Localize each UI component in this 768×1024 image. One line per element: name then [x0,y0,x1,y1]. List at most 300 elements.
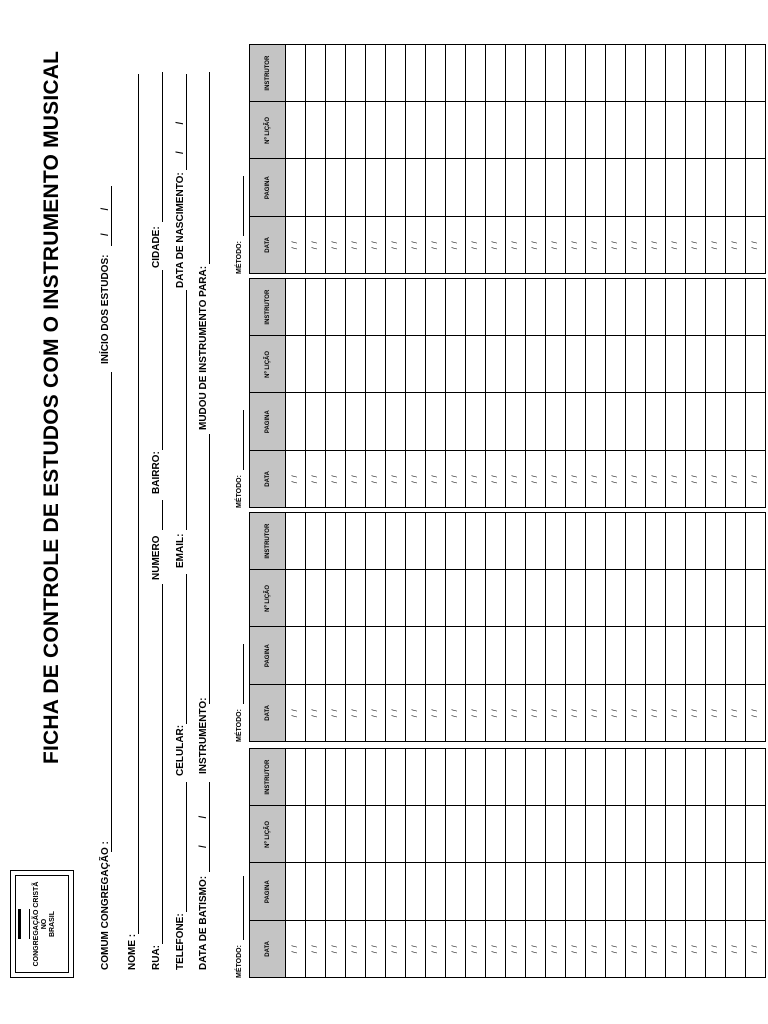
cell-licao[interactable] [306,102,326,159]
cell-instrutor[interactable] [686,279,706,336]
cell-data[interactable]: / / [686,216,706,273]
cell-data[interactable]: / / [606,684,626,741]
cell-licao[interactable] [746,336,766,393]
cell-instrutor[interactable] [326,513,346,570]
cell-data[interactable]: / / [506,684,526,741]
cell-licao[interactable] [586,570,606,627]
cell-data[interactable]: / / [626,450,646,507]
cell-instrutor[interactable] [626,749,646,806]
cell-data[interactable]: / / [626,216,646,273]
cell-licao[interactable] [466,336,486,393]
cell-licao[interactable] [386,570,406,627]
cell-licao[interactable] [286,570,306,627]
cell-pagina[interactable] [506,627,526,684]
cell-data[interactable]: / / [566,684,586,741]
cell-pagina[interactable] [546,159,566,216]
cell-instrutor[interactable] [586,749,606,806]
cell-pagina[interactable] [586,393,606,450]
cell-pagina[interactable] [506,863,526,920]
cell-instrutor[interactable] [546,749,566,806]
cell-licao[interactable] [686,102,706,159]
cell-data[interactable]: / / [426,450,446,507]
cell-pagina[interactable] [566,159,586,216]
cell-instrutor[interactable] [726,279,746,336]
cell-pagina[interactable] [546,863,566,920]
cell-instrutor[interactable] [686,749,706,806]
cell-data[interactable]: / / [326,684,346,741]
cell-pagina[interactable] [646,627,666,684]
cell-pagina[interactable] [286,863,306,920]
cell-pagina[interactable] [746,159,766,216]
cell-pagina[interactable] [666,159,686,216]
cell-data[interactable]: / / [566,216,586,273]
cell-licao[interactable] [306,806,326,863]
cell-data[interactable]: / / [526,450,546,507]
cell-licao[interactable] [646,570,666,627]
cell-instrutor[interactable] [466,279,486,336]
cell-instrutor[interactable] [606,45,626,102]
cell-data[interactable]: / / [446,684,466,741]
cell-instrutor[interactable] [626,279,646,336]
cell-instrutor[interactable] [366,513,386,570]
cell-data[interactable]: / / [546,920,566,977]
cell-instrutor[interactable] [366,279,386,336]
cell-licao[interactable] [646,102,666,159]
cell-instrutor[interactable] [406,45,426,102]
cell-instrutor[interactable] [366,45,386,102]
cell-data[interactable]: / / [586,450,606,507]
cell-licao[interactable] [346,570,366,627]
cell-instrutor[interactable] [646,513,666,570]
cell-instrutor[interactable] [426,749,446,806]
cell-pagina[interactable] [486,863,506,920]
cell-licao[interactable] [686,806,706,863]
cell-licao[interactable] [586,806,606,863]
cell-instrutor[interactable] [446,513,466,570]
cell-instrutor[interactable] [286,45,306,102]
cell-instrutor[interactable] [686,513,706,570]
cell-data[interactable]: / / [346,684,366,741]
cell-data[interactable]: / / [666,920,686,977]
cell-data[interactable]: / / [466,450,486,507]
cell-data[interactable]: / / [706,684,726,741]
cell-pagina[interactable] [466,393,486,450]
cell-data[interactable]: / / [366,920,386,977]
cell-instrutor[interactable] [706,279,726,336]
cell-data[interactable]: / / [726,684,746,741]
cell-data[interactable]: / / [526,684,546,741]
cell-pagina[interactable] [586,159,606,216]
cell-instrutor[interactable] [326,45,346,102]
cell-pagina[interactable] [606,863,626,920]
cell-licao[interactable] [506,336,526,393]
cell-data[interactable]: / / [586,920,606,977]
cell-instrutor[interactable] [386,749,406,806]
cell-data[interactable]: / / [606,450,626,507]
cell-data[interactable]: / / [646,684,666,741]
cell-instrutor[interactable] [366,749,386,806]
cell-licao[interactable] [566,806,586,863]
cell-pagina[interactable] [566,863,586,920]
cell-pagina[interactable] [346,159,366,216]
cell-pagina[interactable] [506,393,526,450]
cell-pagina[interactable] [386,393,406,450]
cell-instrutor[interactable] [466,45,486,102]
cell-licao[interactable] [326,570,346,627]
cell-pagina[interactable] [306,159,326,216]
cell-instrutor[interactable] [526,45,546,102]
cell-licao[interactable] [426,102,446,159]
cell-pagina[interactable] [426,393,446,450]
cell-instrutor[interactable] [466,513,486,570]
cell-data[interactable]: / / [686,684,706,741]
cell-data[interactable]: / / [386,684,406,741]
cell-data[interactable]: / / [646,450,666,507]
cell-licao[interactable] [606,336,626,393]
cell-licao[interactable] [346,102,366,159]
cell-pagina[interactable] [746,627,766,684]
cell-licao[interactable] [666,806,686,863]
cell-pagina[interactable] [526,863,546,920]
cell-pagina[interactable] [726,627,746,684]
cell-instrutor[interactable] [586,513,606,570]
cell-data[interactable]: / / [566,450,586,507]
cell-licao[interactable] [606,102,626,159]
cell-licao[interactable] [466,102,486,159]
cell-pagina[interactable] [546,393,566,450]
cell-pagina[interactable] [666,393,686,450]
cell-pagina[interactable] [726,159,746,216]
cell-licao[interactable] [746,570,766,627]
cell-data[interactable]: / / [446,216,466,273]
cell-licao[interactable] [606,806,626,863]
cell-licao[interactable] [486,336,506,393]
cell-licao[interactable] [386,336,406,393]
cell-instrutor[interactable] [666,749,686,806]
cell-pagina[interactable] [626,863,646,920]
cell-instrutor[interactable] [706,45,726,102]
cell-instrutor[interactable] [506,513,526,570]
cell-data[interactable]: / / [366,684,386,741]
cell-instrutor[interactable] [446,749,466,806]
cell-pagina[interactable] [286,393,306,450]
cell-data[interactable]: / / [306,216,326,273]
cell-pagina[interactable] [666,627,686,684]
cell-pagina[interactable] [706,393,726,450]
cell-pagina[interactable] [426,863,446,920]
cell-instrutor[interactable] [326,279,346,336]
cell-instrutor[interactable] [406,279,426,336]
cell-licao[interactable] [346,336,366,393]
cell-pagina[interactable] [366,863,386,920]
cell-instrutor[interactable] [746,279,766,336]
cell-licao[interactable] [406,102,426,159]
cell-data[interactable]: / / [726,920,746,977]
cell-instrutor[interactable] [306,749,326,806]
cell-instrutor[interactable] [546,279,566,336]
cell-pagina[interactable] [466,159,486,216]
cell-licao[interactable] [486,102,506,159]
cell-instrutor[interactable] [726,513,746,570]
cell-licao[interactable] [686,336,706,393]
cell-licao[interactable] [526,806,546,863]
cell-licao[interactable] [486,570,506,627]
cell-data[interactable]: / / [586,684,606,741]
cell-instrutor[interactable] [606,513,626,570]
cell-pagina[interactable] [706,627,726,684]
cell-data[interactable]: / / [666,216,686,273]
cell-instrutor[interactable] [426,45,446,102]
cell-instrutor[interactable] [446,45,466,102]
cell-data[interactable]: / / [566,920,586,977]
cell-instrutor[interactable] [506,749,526,806]
cell-pagina[interactable] [586,627,606,684]
cell-instrutor[interactable] [386,45,406,102]
cell-licao[interactable] [726,570,746,627]
cell-instrutor[interactable] [526,513,546,570]
cell-licao[interactable] [446,570,466,627]
cell-instrutor[interactable] [306,513,326,570]
cell-licao[interactable] [366,336,386,393]
cell-data[interactable]: / / [506,920,526,977]
cell-instrutor[interactable] [386,513,406,570]
cell-pagina[interactable] [706,159,726,216]
cell-instrutor[interactable] [586,279,606,336]
cell-data[interactable]: / / [526,920,546,977]
cell-data[interactable]: / / [726,216,746,273]
cell-licao[interactable] [426,336,446,393]
cell-instrutor[interactable] [526,279,546,336]
cell-data[interactable]: / / [306,450,326,507]
cell-pagina[interactable] [526,393,546,450]
cell-licao[interactable] [426,806,446,863]
cell-data[interactable]: / / [646,216,666,273]
cell-data[interactable]: / / [346,450,366,507]
cell-instrutor[interactable] [526,749,546,806]
cell-pagina[interactable] [386,863,406,920]
cell-licao[interactable] [346,806,366,863]
cell-licao[interactable] [666,102,686,159]
cell-licao[interactable] [446,336,466,393]
cell-licao[interactable] [666,570,686,627]
cell-data[interactable]: / / [526,216,546,273]
cell-licao[interactable] [706,806,726,863]
cell-pagina[interactable] [626,393,646,450]
cell-instrutor[interactable] [506,45,526,102]
cell-pagina[interactable] [366,159,386,216]
cell-data[interactable]: / / [746,216,766,273]
cell-instrutor[interactable] [746,749,766,806]
cell-instrutor[interactable] [686,45,706,102]
cell-licao[interactable] [646,806,666,863]
cell-pagina[interactable] [306,393,326,450]
cell-licao[interactable] [466,806,486,863]
cell-instrutor[interactable] [486,513,506,570]
cell-data[interactable]: / / [486,216,506,273]
cell-instrutor[interactable] [326,749,346,806]
cell-instrutor[interactable] [486,749,506,806]
cell-instrutor[interactable] [306,279,326,336]
cell-instrutor[interactable] [566,45,586,102]
cell-pagina[interactable] [546,627,566,684]
cell-licao[interactable] [446,102,466,159]
cell-pagina[interactable] [606,627,626,684]
cell-instrutor[interactable] [386,279,406,336]
cell-instrutor[interactable] [486,279,506,336]
cell-pagina[interactable] [326,627,346,684]
cell-pagina[interactable] [686,159,706,216]
cell-pagina[interactable] [406,159,426,216]
cell-instrutor[interactable] [346,749,366,806]
cell-instrutor[interactable] [606,749,626,806]
cell-pagina[interactable] [366,393,386,450]
cell-data[interactable]: / / [366,450,386,507]
cell-data[interactable]: / / [606,216,626,273]
cell-licao[interactable] [286,336,306,393]
cell-licao[interactable] [606,570,626,627]
cell-licao[interactable] [286,102,306,159]
cell-pagina[interactable] [286,159,306,216]
cell-pagina[interactable] [306,863,326,920]
cell-licao[interactable] [326,336,346,393]
cell-instrutor[interactable] [306,45,326,102]
cell-data[interactable]: / / [706,450,726,507]
cell-licao[interactable] [526,336,546,393]
cell-licao[interactable] [366,570,386,627]
cell-licao[interactable] [706,102,726,159]
cell-pagina[interactable] [586,863,606,920]
cell-licao[interactable] [426,570,446,627]
cell-licao[interactable] [726,806,746,863]
cell-data[interactable]: / / [426,920,446,977]
cell-licao[interactable] [546,570,566,627]
cell-data[interactable]: / / [706,216,726,273]
cell-instrutor[interactable] [446,279,466,336]
cell-instrutor[interactable] [406,513,426,570]
cell-instrutor[interactable] [426,513,446,570]
cell-data[interactable]: / / [326,216,346,273]
cell-pagina[interactable] [346,393,366,450]
cell-instrutor[interactable] [346,45,366,102]
cell-data[interactable]: / / [546,450,566,507]
cell-data[interactable]: / / [626,920,646,977]
cell-pagina[interactable] [646,393,666,450]
cell-licao[interactable] [546,102,566,159]
cell-pagina[interactable] [606,393,626,450]
cell-data[interactable]: / / [486,920,506,977]
cell-data[interactable]: / / [386,450,406,507]
cell-instrutor[interactable] [646,45,666,102]
cell-data[interactable]: / / [286,920,306,977]
cell-pagina[interactable] [346,863,366,920]
cell-instrutor[interactable] [286,749,306,806]
cell-data[interactable]: / / [706,920,726,977]
cell-pagina[interactable] [726,863,746,920]
cell-instrutor[interactable] [286,513,306,570]
cell-data[interactable]: / / [486,450,506,507]
cell-data[interactable]: / / [326,450,346,507]
cell-licao[interactable] [326,806,346,863]
cell-data[interactable]: / / [726,450,746,507]
cell-licao[interactable] [526,102,546,159]
cell-data[interactable]: / / [506,450,526,507]
cell-licao[interactable] [726,102,746,159]
cell-licao[interactable] [566,336,586,393]
cell-pagina[interactable] [346,627,366,684]
cell-licao[interactable] [306,336,326,393]
cell-licao[interactable] [566,102,586,159]
cell-pagina[interactable] [686,627,706,684]
cell-licao[interactable] [466,570,486,627]
cell-pagina[interactable] [326,863,346,920]
cell-data[interactable]: / / [606,920,626,977]
cell-licao[interactable] [286,806,306,863]
cell-pagina[interactable] [746,863,766,920]
cell-licao[interactable] [526,570,546,627]
cell-pagina[interactable] [366,627,386,684]
cell-data[interactable]: / / [366,216,386,273]
cell-instrutor[interactable] [726,749,746,806]
cell-licao[interactable] [386,102,406,159]
cell-licao[interactable] [586,336,606,393]
cell-data[interactable]: / / [646,920,666,977]
cell-pagina[interactable] [746,393,766,450]
cell-pagina[interactable] [326,159,346,216]
cell-data[interactable]: / / [406,450,426,507]
cell-instrutor[interactable] [626,513,646,570]
cell-data[interactable]: / / [426,216,446,273]
cell-data[interactable]: / / [546,684,566,741]
cell-instrutor[interactable] [566,279,586,336]
cell-pagina[interactable] [706,863,726,920]
cell-pagina[interactable] [446,393,466,450]
cell-instrutor[interactable] [666,279,686,336]
cell-licao[interactable] [506,806,526,863]
cell-instrutor[interactable] [746,45,766,102]
cell-data[interactable]: / / [466,216,486,273]
cell-instrutor[interactable] [666,45,686,102]
cell-data[interactable]: / / [346,920,366,977]
cell-instrutor[interactable] [466,749,486,806]
cell-pagina[interactable] [306,627,326,684]
cell-instrutor[interactable] [626,45,646,102]
cell-instrutor[interactable] [426,279,446,336]
cell-data[interactable]: / / [426,684,446,741]
cell-pagina[interactable] [486,159,506,216]
cell-data[interactable]: / / [306,920,326,977]
cell-pagina[interactable] [506,159,526,216]
cell-data[interactable]: / / [586,216,606,273]
cell-data[interactable]: / / [386,920,406,977]
cell-licao[interactable] [386,806,406,863]
cell-data[interactable]: / / [326,920,346,977]
cell-pagina[interactable] [446,159,466,216]
cell-instrutor[interactable] [566,749,586,806]
cell-pagina[interactable] [286,627,306,684]
cell-data[interactable]: / / [486,684,506,741]
cell-pagina[interactable] [486,627,506,684]
cell-pagina[interactable] [386,159,406,216]
cell-instrutor[interactable] [646,749,666,806]
cell-licao[interactable] [626,806,646,863]
cell-instrutor[interactable] [546,45,566,102]
cell-data[interactable]: / / [406,684,426,741]
cell-data[interactable]: / / [626,684,646,741]
cell-data[interactable]: / / [406,920,426,977]
cell-licao[interactable] [306,570,326,627]
cell-pagina[interactable] [406,393,426,450]
cell-instrutor[interactable] [346,279,366,336]
